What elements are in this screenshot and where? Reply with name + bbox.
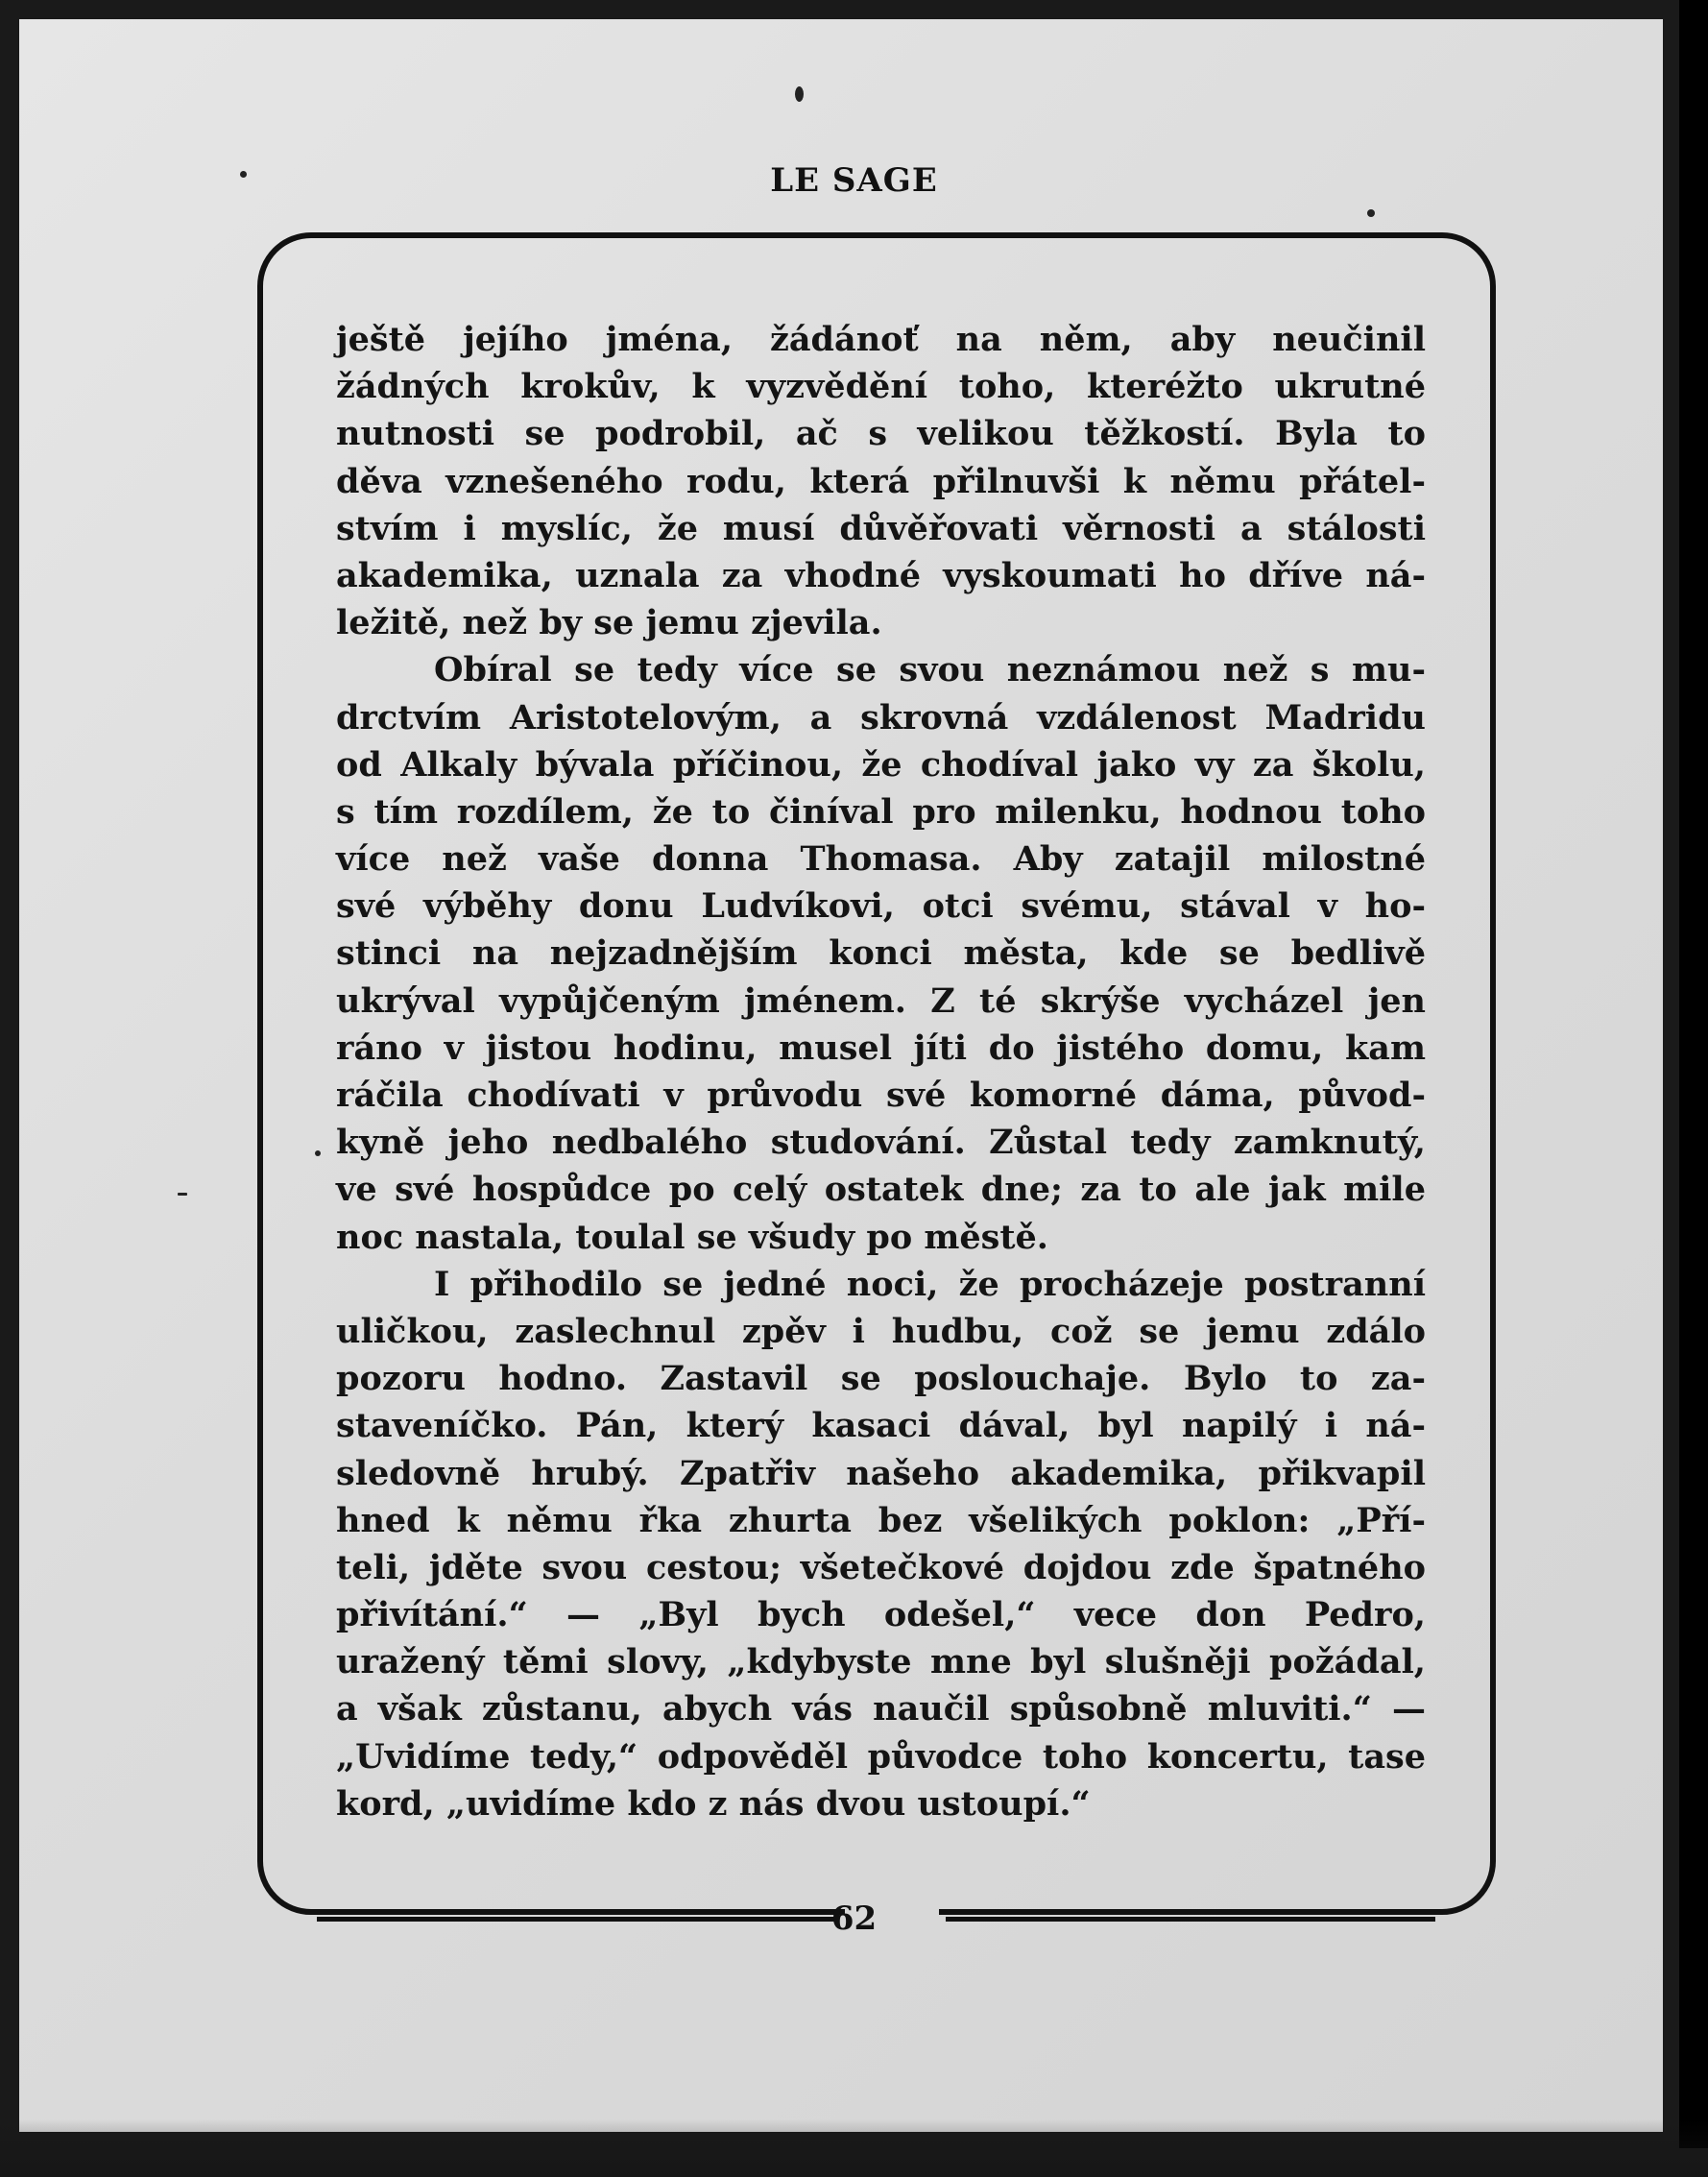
ink-speck [178,1193,187,1196]
text-line: své výběhy donu Ludvíkovi, otci svému, stával v ho- [336,886,1426,927]
text-line: „Uvidíme tedy,“ odpověděl původce toho koncertu, tase [336,1736,1426,1777]
text-line: ležitě, než by se jemu zjevila. [336,603,882,643]
text-line: ukrýval vypůjčeným jménem. Z té skrýše vycházel jen [336,980,1426,1021]
text-line: uražený těmi slovy, „kdybyste mne byl slušněji požádal, [336,1642,1426,1682]
text-line: teli, jděte svou cestou; všetečkové dojdou zde špatného [336,1547,1426,1587]
text-line: nutnosti se podrobil, ač s velikou těžkostí. Byla to [336,414,1426,454]
text-line: ještě jejího jména, žádánoť na něm, aby neučinil [336,320,1426,359]
text-line: uličkou, zaslechnul zpěv i hudbu, což se jemu zdálo [336,1311,1426,1351]
text-line: sledovně hrubý. Zpatřiv našeho akademika, přikvapil [336,1453,1426,1493]
text-line: s tím rozdílem, že to činíval pro milenku, hodnou toho [336,791,1426,832]
running-head: LE SAGE [770,161,938,200]
page-number: 62 [830,1899,878,1938]
text-line: Obíral se tedy více se svou neznámou než s mu- [434,650,1426,690]
text-line: stvím i myslíc, že musí důvěřovati věrnosti a stálosti [336,508,1426,548]
text-line: staveníčko. Pán, který kasaci dával, byl napilý i ná- [336,1406,1426,1446]
text-line: hned k němu řka zhurta bez všelikých poklon: „Pří- [336,1500,1426,1540]
scan-bottom-shadow [0,2119,1708,2177]
text-line: noc nastala, toulal se všudy po městě. [336,1217,1048,1257]
text-line: kyně jeho nedbalého studování. Zůstal tedy zamknutý, [336,1123,1426,1163]
body-text [336,316,1426,1827]
text-line: a však zůstanu, abych vás naučil spůsobně mluviti.“ — [336,1689,1426,1730]
ink-speck [1367,209,1375,217]
text-line: děva vznešeného rodu, která přilnuvši k němu přátel- [336,461,1426,501]
text-line: přivítání.“ — „Byl bych odešel,“ vece don Pedro, [336,1595,1426,1635]
text-line: ve své hospůdce po celý ostatek dne; za to ale jak mile [336,1170,1426,1210]
text-line: ráno v jistou hodinu, musel jíti do jistého domu, kam [336,1028,1426,1068]
text-line: více než vaše donna Thomasa. Aby zatajil milostné [336,839,1426,880]
text-line: od Alkaly bývala příčinou, že chodíval jako vy za školu, [336,744,1426,785]
text-line: kord, „uvidíme kdo z nás dvou ustoupí.“ [336,1783,1091,1824]
ink-speck [795,86,804,102]
text-line: stinci na nejzadnějším konci města, kde se bedlivě [336,933,1426,974]
scan-edge-shadow [1679,0,1708,2148]
text-line: akademika, uznala za vhodné vyskoumati ho dříve ná- [336,555,1426,595]
text-line: drctvím Aristotelovým, a skrovná vzdálenost Madridu [336,697,1426,738]
text-line: žádných krokův, k vyzvědění toho, kteréžto ukrutné [336,367,1426,407]
text-line: ráčila chodívati v průvodu své komorné dáma, původ- [336,1076,1426,1115]
text-line: pozoru hodno. Zastavil se poslouchaje. Bylo to za- [336,1359,1426,1399]
text-line: I přihodilo se jedné noci, že procházeje postranní [434,1264,1426,1304]
